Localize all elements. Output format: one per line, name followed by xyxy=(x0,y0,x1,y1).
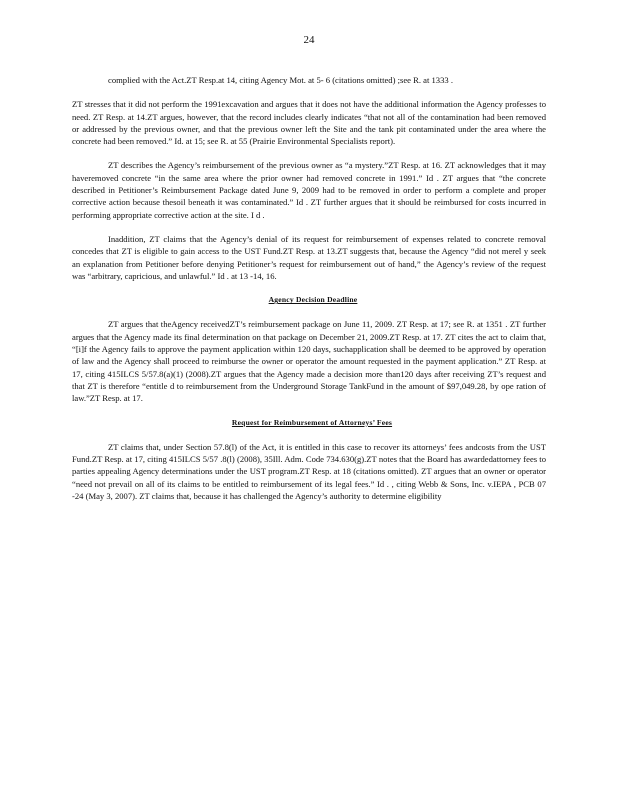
paragraph-zt-stresses: ZT stresses that it did not perform the 1991excavation and argues that it does not have the additional information the Agency professes to need. ZT Resp. at 14.ZT argues, however, that the record includes clearly indicates “that not all of the contamination had been removed or addressed by the previous owner, and that the previous owner left the Site and the tank pit contaminated under the area where the concrete had been removed.” Id. at 15; see R. at 55 (Prairie Environmental Specialists report). xyxy=(72,99,546,147)
paragraph-decision-deadline: ZT argues that theAgency receivedZT’s reimbursement package on June 11, 2009. ZT Resp. at 17; see R. at 1351 . ZT further argues that the Agency made its final determination on that package on December 21, 2009.ZT Resp. at 17. ZT cites the act to claim that, “[i]f the Agency fails to approve the payment application within 120 days, suchapplication shall be deemed to be approved by operation of law and the Agency shall proceed to reimburse the owner or operator the amount requested in the payment application.” ZT Resp. at 17, citing 415ILCS 5/57.8(a)(1) (2008).ZT argues that the Agency made a decision more than120 days after receiving ZT’s request and that ZT is therefore “entitle d to reimbursement from the Underground Storage TankFund in the amount of $97,049.28, by ope ration of law.”ZT Resp. at 17. xyxy=(72,319,546,404)
heading-text: Agency Decision Deadline xyxy=(268,295,358,305)
continued-quote-paragraph: complied with the Act.ZT Resp.at 14, citing Agency Mot. at 5- 6 (citations omitted) ;see R. at 1333 . xyxy=(108,75,453,85)
paragraph-attorneys-fees: ZT claims that, under Section 57.8(l) of the Act, it is entitled in this case to recover its attorneys’ fees andcosts from the UST Fund.ZT Resp. at 17, citing 415ILCS 5/57 .8(l) (2008), 35Ill. Adm. Code 734.630(g).ZT notes that the Board has awardedattorney fees to parties appealing Agency determinations under the UST program.ZT Resp. at 18 (citations omitted). ZT argues that an owner or operator “need not prevail on all of its claims to be entitled to reimbursement of its legal fees.” Id . , citing Webb & Sons, Inc. v.IEPA , PCB 07 -24 (May 3, 2007). ZT claims that, because it has challenged the Agency’s authority to determine eligibility xyxy=(72,441,546,502)
page-number: 24 xyxy=(303,34,315,46)
paragraph-zt-describes: ZT describes the Agency’s reimbursement of the previous owner as “a mystery.”ZT Resp. at 16. ZT acknowledges that it may haveremoved concrete “in the same area where the prior owner had removed concrete in 1991.” Id . ZT argues that “the concrete described in Petitioner’s Reimbursement Package dated June 9, 2009 had to be removed in order to perform a complete and proper corrective action because thesoil beneath it was contaminated.” Id . ZT further argues that it should be reimbursed for costs incurred in performing appropriate corrective action at the site. I d . xyxy=(72,160,546,220)
heading-text: Request for Reimbursement of Attorneys’ Fees xyxy=(231,417,393,427)
paragraph-in-addition: Inaddition, ZT claims that the Agency’s denial of its request for reimbursement of expenses related to concrete removal concedes that ZT is eligible to gain access to the UST Fund.ZT Resp. at 13.ZT suggests that, because the Agency “did not merel y seek an explanation from Petitioner before denying Petitioner’s request for reimbursement out of hand,” the Agency’s review of the request was “arbitrary, capricious, and unlawful.” Id . at 13 -14, 16. xyxy=(72,233,546,281)
document-body xyxy=(72,74,546,514)
section-heading-decision-deadline xyxy=(72,294,546,306)
section-heading-attorneys-fees xyxy=(72,417,546,429)
